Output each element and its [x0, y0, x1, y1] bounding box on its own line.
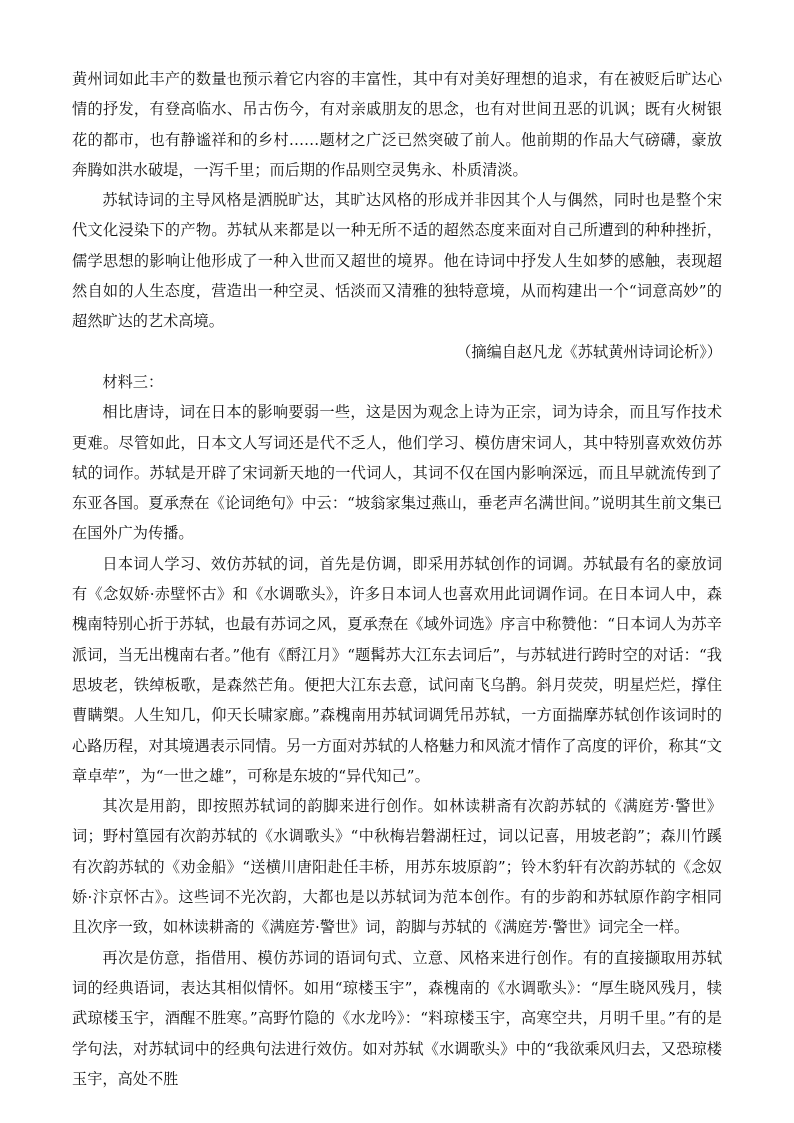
paragraph-4: 日本词人学习、效仿苏轼的词，首先是仿调，即采用苏轼创作的词调。苏轼最有名的豪放词有《念奴娇·赤壁怀古》和《水调歌头》，许多日本词人也喜欢用此词调作词。在日本词人中，森槐南特别心折于苏轼，也最有苏词之风，夏承焘在《域外词选》序言中称赞他：“日本词人为苏辛派词，当无出槐南右者。”他有《酹江月》“题髯苏大江东去词后”，与苏轼进行跨时空的对话：“我思坡老，铁绰板歌，是森然芒角。便把大江东去意，试问南飞乌鹊。斜月荧荧，明星烂烂，撑住曹瞒槊。人生知几，仰天长啸家廊。”森槐南用苏轼词调凭吊苏轼，一方面揣摩苏轼创作该词时的心路历程，对其境遇表示同情。另一方面对苏轼的人格魅力和风流才情作了高度的评价，称其“文章卓荦”，为“一世之雄”，可称是东坡的“异代知己”。 [72, 554, 722, 785]
document-page [72, 64, 722, 1094]
paragraph-5: 其次是用韵，即按照苏轼词的韵脚来进行创作。如林读耕斋有次韵苏轼的《满庭芳·警世》词；野村篁园有次韵苏轼的《水调歌头》“中秋梅岩磐湖枉过，词以记喜，用坡老韵”；森川竹蹊有次韵苏轼的《劝金船》“送横川唐阳赴任丰桥，用苏东坡原韵”；铃木豹轩有次韵苏轼的《念奴娇·汴京怀古》。这些词不光次韵，大都也是以苏轼词为范本创作。有的步韵和苏轼原作韵字相同且次序一致，如林读耕斋的《满庭芳·警世》词，韵脚与苏轼的《满庭芳·警世》词完全一样。 [72, 797, 722, 937]
source-citation: （摘编自赵凡龙《苏轼黄州诗词论析》） [456, 342, 722, 361]
paragraph-1: 黄州词如此丰产的数量也预示着它内容的丰富性，其中有对美好理想的追求，有在被贬后旷达心情的抒发，有登高临水、吊古伤今，有对亲戚朋友的思念，也有对世间丑恶的讥讽；既有火树银花的都市，也有静谧祥和的乡村……题材之广泛已然突破了前人。他前期的作品大气磅礴，豪放奔腾如洪水破堤，一泻千里；而后期的作品则空灵隽永、朴质清淡。 [72, 70, 722, 179]
paragraph-6: 再次是仿意，指借用、模仿苏词的语词句式、立意、风格来进行创作。有的直接撷取用苏轼词的经典语词，表达其相似情怀。如用“琼楼玉宇”，森槐南的《水调歌头》：“厚生晓风残月，犊武琼楼玉宇，酒醒不胜寒。”高野竹隐的《水龙吟》：“料琼楼玉宇，高寒空共，月明千里。”有的是学句法，对苏轼词中的经典句法进行效仿。如对苏轼《水调歌头》中的“我欲乘风归去，又恐琼楼玉宇，高处不胜 [72, 948, 722, 1088]
material-heading: 材料三： [102, 372, 164, 391]
paragraph-2: 苏轼诗词的主导风格是洒脱旷达，其旷达风格的形成并非因其个人与偶然，同时也是整个宋代文化浸染下的产物。苏轼从来都是以一种无所不适的超然态度来面对自己所遭到的种种挫折，儒学思想的影响让他形成了一种入世而又超世的境界。他在诗词中抒发人生如梦的感触，表现超然自如的人生态度，营造出一种空灵、恬淡而又清雅的独特意境，从而构建出一个“词意高妙”的超然旷达的艺术高境。 [72, 191, 722, 331]
paragraph-3: 相比唐诗，词在日本的影响要弱一些，这是因为观念上诗为正宗，词为诗余，而且写作技术更难。尽管如此，日本文人写词还是代不乏人，他们学习、模仿唐宋词人，其中特别喜欢效仿苏轼的词作。苏轼是开辟了宋词新天地的一代词人，其词不仅在国内影响深远，而且早就流传到了东亚各国。夏承焘在《论词绝句》中云：“坡翁家集过燕山，垂老声名满世间。”说明其生前文集已在国外广为传播。 [72, 403, 722, 543]
